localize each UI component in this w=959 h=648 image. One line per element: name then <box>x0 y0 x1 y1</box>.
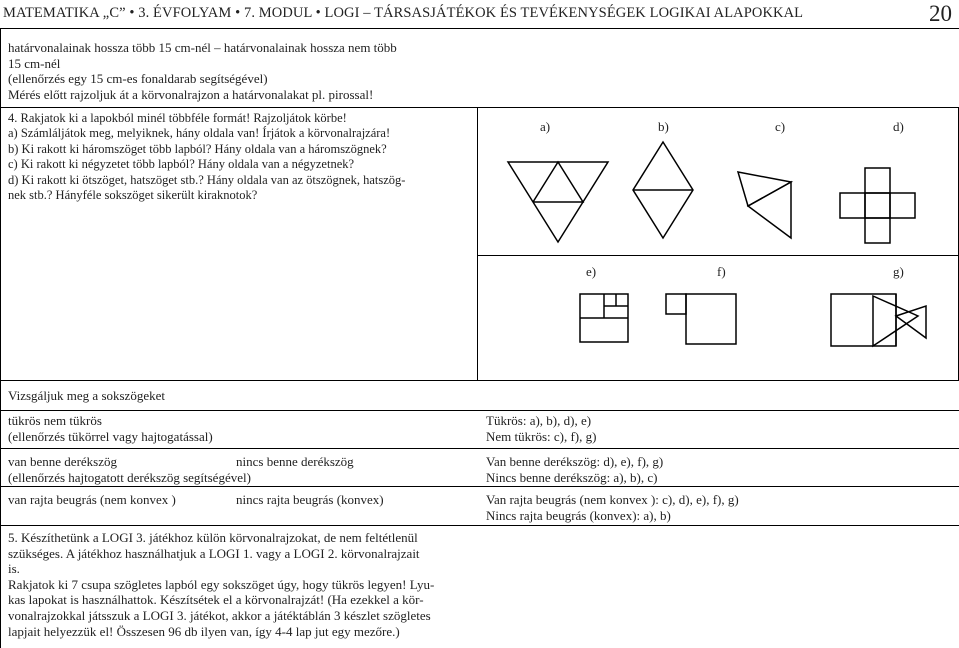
task-4 <box>8 111 405 203</box>
row1-answer2: Nem tükrös: c), f), g) <box>486 428 597 444</box>
figure-label-b: b) <box>658 119 669 134</box>
figure-label-c: c) <box>775 119 786 134</box>
intro-line: határvonalainak hossza több 15 cm-nél – határvonalainak hossza nem több <box>8 40 397 55</box>
row3-left <box>8 492 384 508</box>
rule-2 <box>0 380 959 381</box>
header-title: MATEMATIKA „C” • 3. ÉVFOLYAM • 7. MODUL • LOGI – TÁRSASJÁTÉKOK ÉS TEVÉKENYSÉGEK LOGIKAI ALAPOKKAL <box>3 5 804 21</box>
rule-4 <box>0 448 959 449</box>
task4-line: b) Ki rakott ki háromszöget több lapból? Hány oldala van a háromszögnek? <box>8 141 387 156</box>
shape-g-composite <box>831 294 926 346</box>
shape-e-squares <box>580 294 628 342</box>
row2-check: (ellenőrzés hajtogatott derékszög segítségével) <box>8 469 251 485</box>
task5-line: szükséges. A játékhoz használhatjuk a LOGI 1. vagy a LOGI 2. körvonalrajzait <box>8 545 420 561</box>
row2-left <box>8 454 354 485</box>
figure-label-g: g) <box>893 264 904 279</box>
page-header <box>0 0 959 29</box>
rule-3 <box>0 410 959 411</box>
task4-line: nek stb.? Hányféle sokszöget sikerült kiraknotok? <box>8 188 258 203</box>
task5-line: vonalrajzokkal játsszuk a LOGI 3. játékot, akkor a játéktáblán 3 készlet szögletes <box>8 607 431 623</box>
row2-answer1: Van benne derékszög: d), e), f), g) <box>486 454 664 469</box>
row3-answer2: Nincs rajta beugrás (konvex): a), b) <box>486 507 671 523</box>
row1-left <box>8 413 213 444</box>
section-title: Vizsgáljuk meg a sokszögeket <box>8 388 165 403</box>
row2-right <box>486 454 663 485</box>
row2-answer2: Nincs benne derékszög: a), b), c) <box>486 469 658 485</box>
intro-line: (ellenőrzés egy 15 cm-es fonaldarab segítségével) <box>8 71 268 87</box>
page-number: 20 <box>929 1 952 26</box>
task4-line: d) Ki rakott ki ötszöget, hatszöget stb.? Hány oldala van az ötszögnek, hatszög- <box>8 172 406 187</box>
task-5 <box>8 530 434 639</box>
row3-right <box>486 492 739 523</box>
row2-criteria-a: van benne derékszög <box>8 454 118 469</box>
row1-criteria: tükrös nem tükrös <box>8 413 102 428</box>
shape-d-squares <box>840 168 915 243</box>
task5-line: kas lapokat is használhattok. Készítsétek el a körvonalrajzát! (Ha ezekkel a kör- <box>8 592 424 608</box>
intro-text <box>8 40 397 102</box>
left-border <box>0 28 1 648</box>
shape-c-triangles <box>738 172 791 238</box>
row3-answer1: Van rajta beugrás (nem konvex ): c), d), e), f), g) <box>486 492 739 507</box>
shape-a-triangles <box>508 162 608 242</box>
task4-line: 4. Rakjatok ki a lapokból minél többféle formát! Rajzoljátok körbe! <box>8 111 347 125</box>
figure-label-e: e) <box>586 264 597 279</box>
row1-right <box>486 413 596 444</box>
task4-line: c) Ki rakott ki négyzetet több lapból? Hány oldala van a négyzetnek? <box>8 157 355 172</box>
figure-label-f: f) <box>717 264 726 279</box>
task5-line: Rakjatok ki 7 csupa szögletes lapból egy sokszöget úgy, hogy tükrös legyen! Lyu- <box>8 576 435 592</box>
rule-6 <box>0 525 959 526</box>
shape-f-squares <box>666 294 736 344</box>
row2-criteria <box>8 454 354 470</box>
intro-line: 15 cm-nél <box>8 55 61 71</box>
rule-5 <box>0 486 959 487</box>
shape-b-rhombus <box>633 142 693 238</box>
intro-line: Mérés előtt rajzoljuk át a körvonalrajzon a határvonalakat pl. pirossal! <box>8 86 374 102</box>
polygon-figures <box>478 108 958 380</box>
figure-label-a: a) <box>540 119 551 134</box>
row2-criteria-b: nincs benne derékszög <box>236 454 354 469</box>
row3-criteria <box>8 492 384 508</box>
row1-check: (ellenőrzés tükörrel vagy hajtogatással) <box>8 428 213 444</box>
rule-1 <box>0 107 477 108</box>
task5-line: is. <box>8 561 20 577</box>
task5-line: 5. Készíthetünk a LOGI 3. játékhoz külön körvonalrajzokat, de nem feltétlenül <box>8 530 418 545</box>
task4-line: a) Számláljátok meg, melyiknek, hány oldala van! Írjátok a körvonalrajzára! <box>8 126 391 141</box>
row3-criteria-b: nincs rajta beugrás (konvex) <box>236 492 384 507</box>
figure-label-d: d) <box>893 119 904 134</box>
row1-answer1: Tükrös: a), b), d), e) <box>486 413 592 428</box>
row3-criteria-a: van rajta beugrás (nem konvex ) <box>8 492 176 507</box>
task5-line: lapjait helyezzük el! Összesen 96 db ilyen van, így 4-4 lap jut egy mezőre.) <box>8 623 400 639</box>
